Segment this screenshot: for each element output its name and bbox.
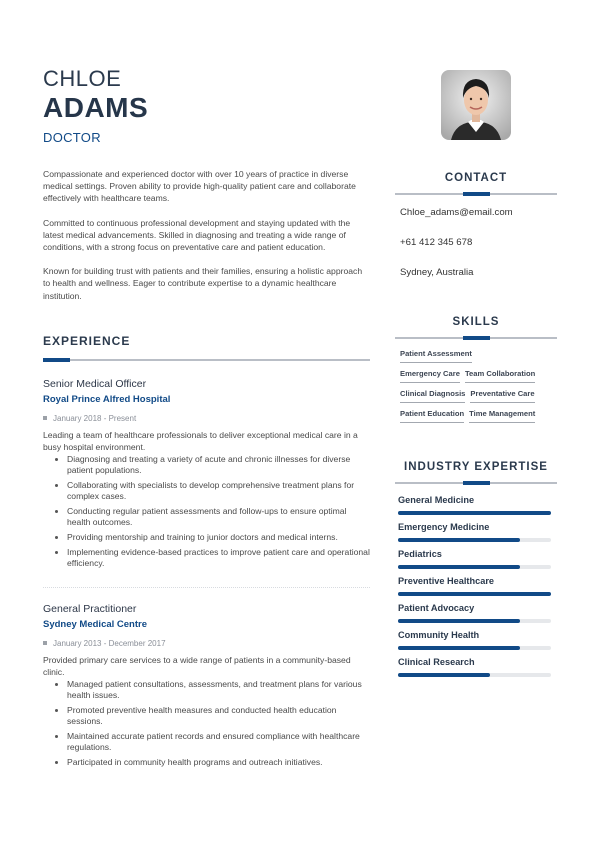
skills-divider: [395, 337, 557, 339]
expertise-bar-fill: [398, 565, 520, 569]
expertise-bar-fill: [398, 619, 520, 623]
expertise-item: [398, 494, 557, 515]
job-title: DOCTOR: [43, 130, 101, 145]
contact-phone[interactable]: +61 412 345 678: [400, 237, 473, 248]
job-dates-text: January 2013 - December 2017: [53, 638, 166, 648]
skill-tag: Clinical Diagnosis: [400, 389, 465, 403]
job-bullet: Promoted preventive health measures and conducted health education sessions.: [67, 705, 370, 727]
expertise-bar-fill: [398, 646, 520, 650]
expertise-item: [398, 548, 557, 569]
job-dates: [43, 413, 370, 424]
skills-list: [400, 349, 557, 423]
expertise-label: Patient Advocacy: [398, 603, 475, 613]
skill-row: [400, 369, 557, 383]
skill-tag: Time Management: [469, 409, 535, 423]
experience-entry: [43, 602, 370, 768]
divider-accent: [463, 192, 490, 196]
job-role: General Practitioner: [43, 602, 137, 615]
expertise-divider: [395, 482, 557, 484]
expertise-list: [398, 494, 557, 677]
expertise-label: General Medicine: [398, 495, 475, 505]
expertise-bar-fill: [398, 592, 551, 596]
expertise-heading: INDUSTRY EXPERTISE: [404, 461, 548, 473]
job-company: Sydney Medical Centre: [43, 618, 148, 630]
profile-photo: [441, 70, 511, 140]
job-bullets: [43, 454, 370, 569]
contact-list: [395, 206, 557, 279]
job-bullet: Implementing evidence-based practices to improve patient care and operational efficiency.: [67, 546, 370, 568]
job-bullet: Participated in community health programs and outreach initiatives.: [67, 757, 370, 768]
expertise-bar-track: [398, 511, 551, 515]
job-dates: [43, 638, 370, 649]
divider-accent: [43, 358, 70, 362]
skill-tag: Emergency Care: [400, 369, 460, 383]
divider-accent: [463, 336, 490, 340]
expertise-label: Community Health: [398, 630, 480, 640]
expertise-bar-fill: [398, 673, 490, 677]
expertise-bar-fill: [398, 511, 551, 515]
skill-tag: Preventative Care: [470, 389, 534, 403]
experience-divider: [43, 359, 370, 361]
job-role: Senior Medical Officer: [43, 377, 147, 390]
expertise-item: [398, 602, 557, 623]
square-bullet-icon: [43, 641, 47, 645]
job-description: Leading a team of healthcare professionals to deliver exceptional medical care in a busy hospital environment.: [43, 429, 358, 453]
job-bullet: Managed patient consultations, assessments, and treatment plans for various health issues.: [67, 679, 370, 701]
contact-email[interactable]: Chloe_adams@email.com: [400, 207, 513, 218]
job-bullet: Maintained accurate patient records and ensured compliance with healthcare regulations.: [67, 731, 370, 753]
expertise-label: Pediatrics: [398, 549, 442, 559]
skill-tag: Team Collaboration: [465, 369, 535, 383]
sidebar-column: [395, 62, 557, 683]
main-column: [43, 62, 370, 772]
skills-heading: SKILLS: [452, 316, 500, 328]
expertise-label: Preventive Healthcare: [398, 576, 495, 586]
job-dates-text: January 2018 - Present: [53, 413, 137, 423]
job-bullet: Conducting regular patient assessments and follow-ups to ensure optimal health outcomes.: [67, 506, 370, 528]
contact-location: Sydney, Australia: [400, 267, 474, 278]
expertise-bar-track: [398, 673, 551, 677]
expertise-label: Emergency Medicine: [398, 522, 490, 532]
skill-tag: Patient Education: [400, 409, 464, 423]
skill-row: [400, 349, 557, 363]
expertise-bar-track: [398, 565, 551, 569]
job-bullet: Diagnosing and treating a variety of acute and chronic illnesses for diverse patient populations.: [67, 454, 370, 476]
summary-paragraph: Compassionate and experienced doctor with over 10 years of practice in diverse medical settings. Proven ability to provide high-quality patient care and collaborate effectively with healthcare teams.: [43, 169, 356, 204]
summary: [43, 168, 370, 302]
square-bullet-icon: [43, 416, 47, 420]
expertise-item: [398, 521, 557, 542]
contact-heading: CONTACT: [444, 172, 508, 184]
expertise-bar-track: [398, 646, 551, 650]
expertise-item: [398, 656, 557, 677]
job-bullet: Providing mentorship and training to junior doctors and medical interns.: [67, 532, 370, 543]
expertise-bar-track: [398, 619, 551, 623]
summary-paragraph: Known for building trust with patients and their families, ensuring a holistic approach to health and wellness. Eager to contribute expertise to a dynamic healthcare institution.: [43, 266, 363, 301]
last-name: ADAMS: [43, 92, 149, 123]
expertise-bar-fill: [398, 538, 520, 542]
expertise-bar-track: [398, 538, 551, 542]
skill-row: [400, 389, 557, 403]
expertise-item: [398, 575, 557, 596]
job-bullet: Collaborating with specialists to develop comprehensive treatment plans for complex cases.: [67, 480, 370, 502]
profile-photo-illustration: [441, 70, 511, 140]
expertise-label: Clinical Research: [398, 657, 475, 667]
job-bullets: [43, 679, 370, 768]
first-name: CHLOE: [43, 66, 122, 91]
summary-paragraph: Committed to continuous professional development and staying updated with the latest medical advancements. Skilled in diagnosing and treating a wide range of conditions, with a strong focus on preventative care and patient education.: [43, 217, 351, 253]
expertise-item: [398, 629, 557, 650]
skill-row: [400, 409, 557, 423]
job-company: Royal Prince Alfred Hospital: [43, 393, 171, 405]
divider-accent: [463, 481, 490, 485]
contact-divider: [395, 193, 557, 195]
skill-tag: Patient Assessment: [400, 349, 472, 363]
job-description: Provided primary care services to a wide range of patients in a community-based clinic.: [43, 654, 351, 678]
experience-heading: EXPERIENCE: [43, 333, 131, 348]
entry-separator: [43, 587, 370, 588]
expertise-bar-track: [398, 592, 551, 596]
experience-entry: [43, 377, 370, 569]
